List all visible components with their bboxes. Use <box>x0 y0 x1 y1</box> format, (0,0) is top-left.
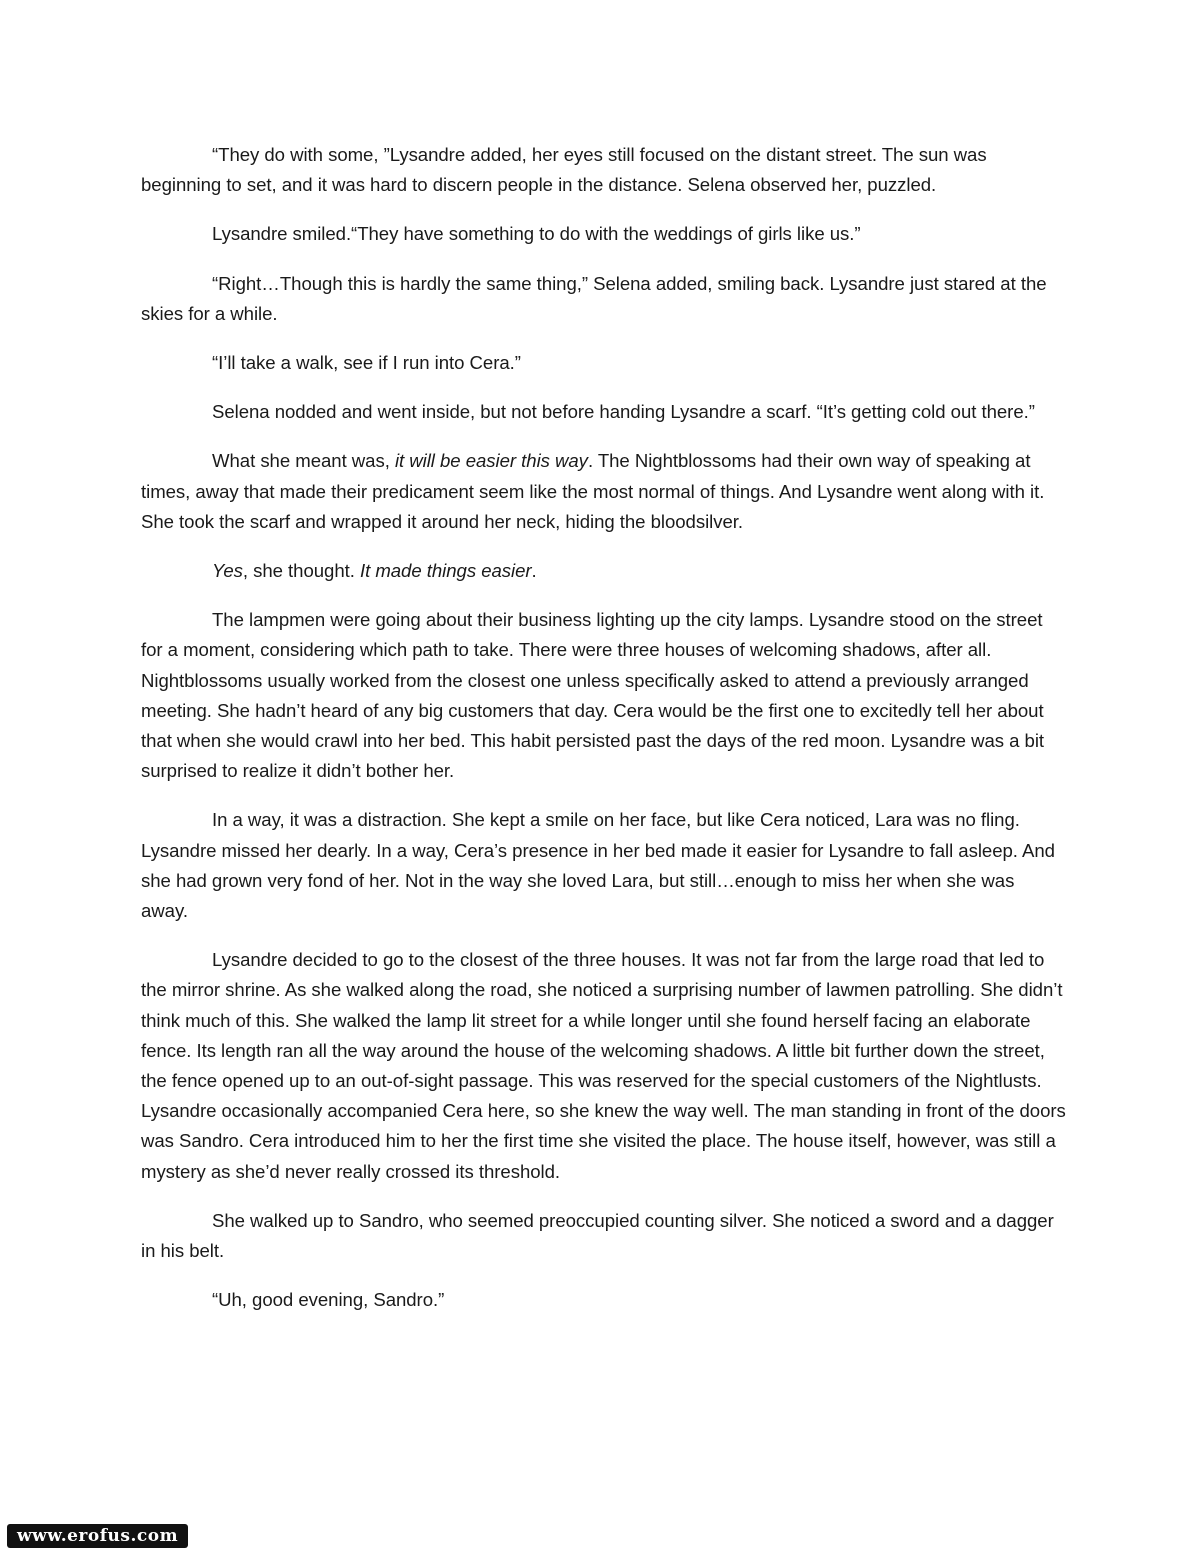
text-run: What she meant was, <box>212 450 395 472</box>
paragraph <box>141 1285 1066 1315</box>
text-run: . <box>531 560 537 582</box>
text-run: In a way, it was a distraction. She kept a smile on her face, but like Cera noticed, Lara was no fling. Lysandre missed her dearly. In a way, Cera’s presence in her bed made it easier for Lysandre to fall asleep. And she had grown very fond of her. Not in the way she loved Lara, but still…enough to miss her when she was away. <box>141 809 1055 922</box>
paragraph <box>141 446 1066 537</box>
document-page <box>141 140 1066 1335</box>
text-run: Selena nodded and went inside, but not before handing Lysandre a scarf. “It’s getting cold out there.” <box>212 401 1035 423</box>
text-run: “Right…Though this is hardly the same thing,” Selena added, smiling back. Lysandre just stared at the skies for a while. <box>141 272 1047 324</box>
text-run: She walked up to Sandro, who seemed preoccupied counting silver. She noticed a sword and a dagger in his belt. <box>141 1209 1054 1262</box>
text-run: , she thought. <box>242 560 360 582</box>
text-run: The lampmen were going about their business lighting up the city lamps. Lysandre stood on the street for a moment, considering which path to take. There were three houses of welcoming shadows, after all. Nightblossoms usually worked from the closest one unless specifically asked to attend a previously arranged meeting. She hadn’t heard of any big customers that day. Cera would be the first one to excitedly tell her about that when she would crawl into her bed. This habit persisted past the days of the red moon. Lysandre was a bit surprised to realize it didn’t bother her. <box>141 609 1045 782</box>
paragraph <box>141 556 1066 586</box>
text-run: Lysandre decided to go to the closest of the three houses. It was not far from the large road that led to the mirror shrine. As she walked along the road, she noticed a surprising number of lawmen patrolling. She didn’t think much of this. She walked the lamp lit street for a while longer until she found herself facing an elaborate fence. Its length ran all the way around the house of the welcoming shadows. A little bit further down the street, the fence opened up to an out-of-sight passage. This was reserved for the special customers of the Nightlusts. Lysandre occasionally accompanied Cera here, so she knew the way well. The man standing in front of the doors was Sandro. Cera introduced him to her the first time she visited the place. The house itself, however, was still a mystery as she’d never really crossed its threshold. <box>141 949 1066 1182</box>
paragraph <box>141 1206 1066 1266</box>
paragraph <box>141 397 1066 427</box>
paragraph <box>141 605 1066 786</box>
italic-text-run: Yes <box>212 560 243 582</box>
text-run: “They do with some, ”Lysandre added, her eyes still focused on the distant street. The sun was beginning to set, and it was hard to discern people in the distance. Selena observed her, puzzled. <box>141 144 987 196</box>
paragraph <box>141 945 1066 1187</box>
watermark-badge <box>7 1524 188 1548</box>
paragraph <box>141 219 1066 249</box>
italic-text-run: it will be easier this way <box>394 450 588 472</box>
text-run: “I’ll take a walk, see if I run into Cera.” <box>212 352 521 374</box>
italic-text-run: It made things easier <box>359 560 532 582</box>
text-run: “Uh, good evening, Sandro.” <box>212 1289 445 1311</box>
paragraph <box>141 269 1066 329</box>
paragraph <box>141 140 1066 200</box>
watermark-text: www.erofus.com <box>17 1526 179 1546</box>
text-run: . The Nightblossoms had their own way of speaking at times, away that made their predicament seem like the most normal of things. And Lysandre went along with it. She took the scarf and wrapped it around her neck, hiding the bloodsilver. <box>141 450 1045 532</box>
text-run: Lysandre smiled.“They have something to do with the weddings of girls like us.” <box>212 223 861 245</box>
paragraph <box>141 805 1066 926</box>
paragraph <box>141 348 1066 378</box>
